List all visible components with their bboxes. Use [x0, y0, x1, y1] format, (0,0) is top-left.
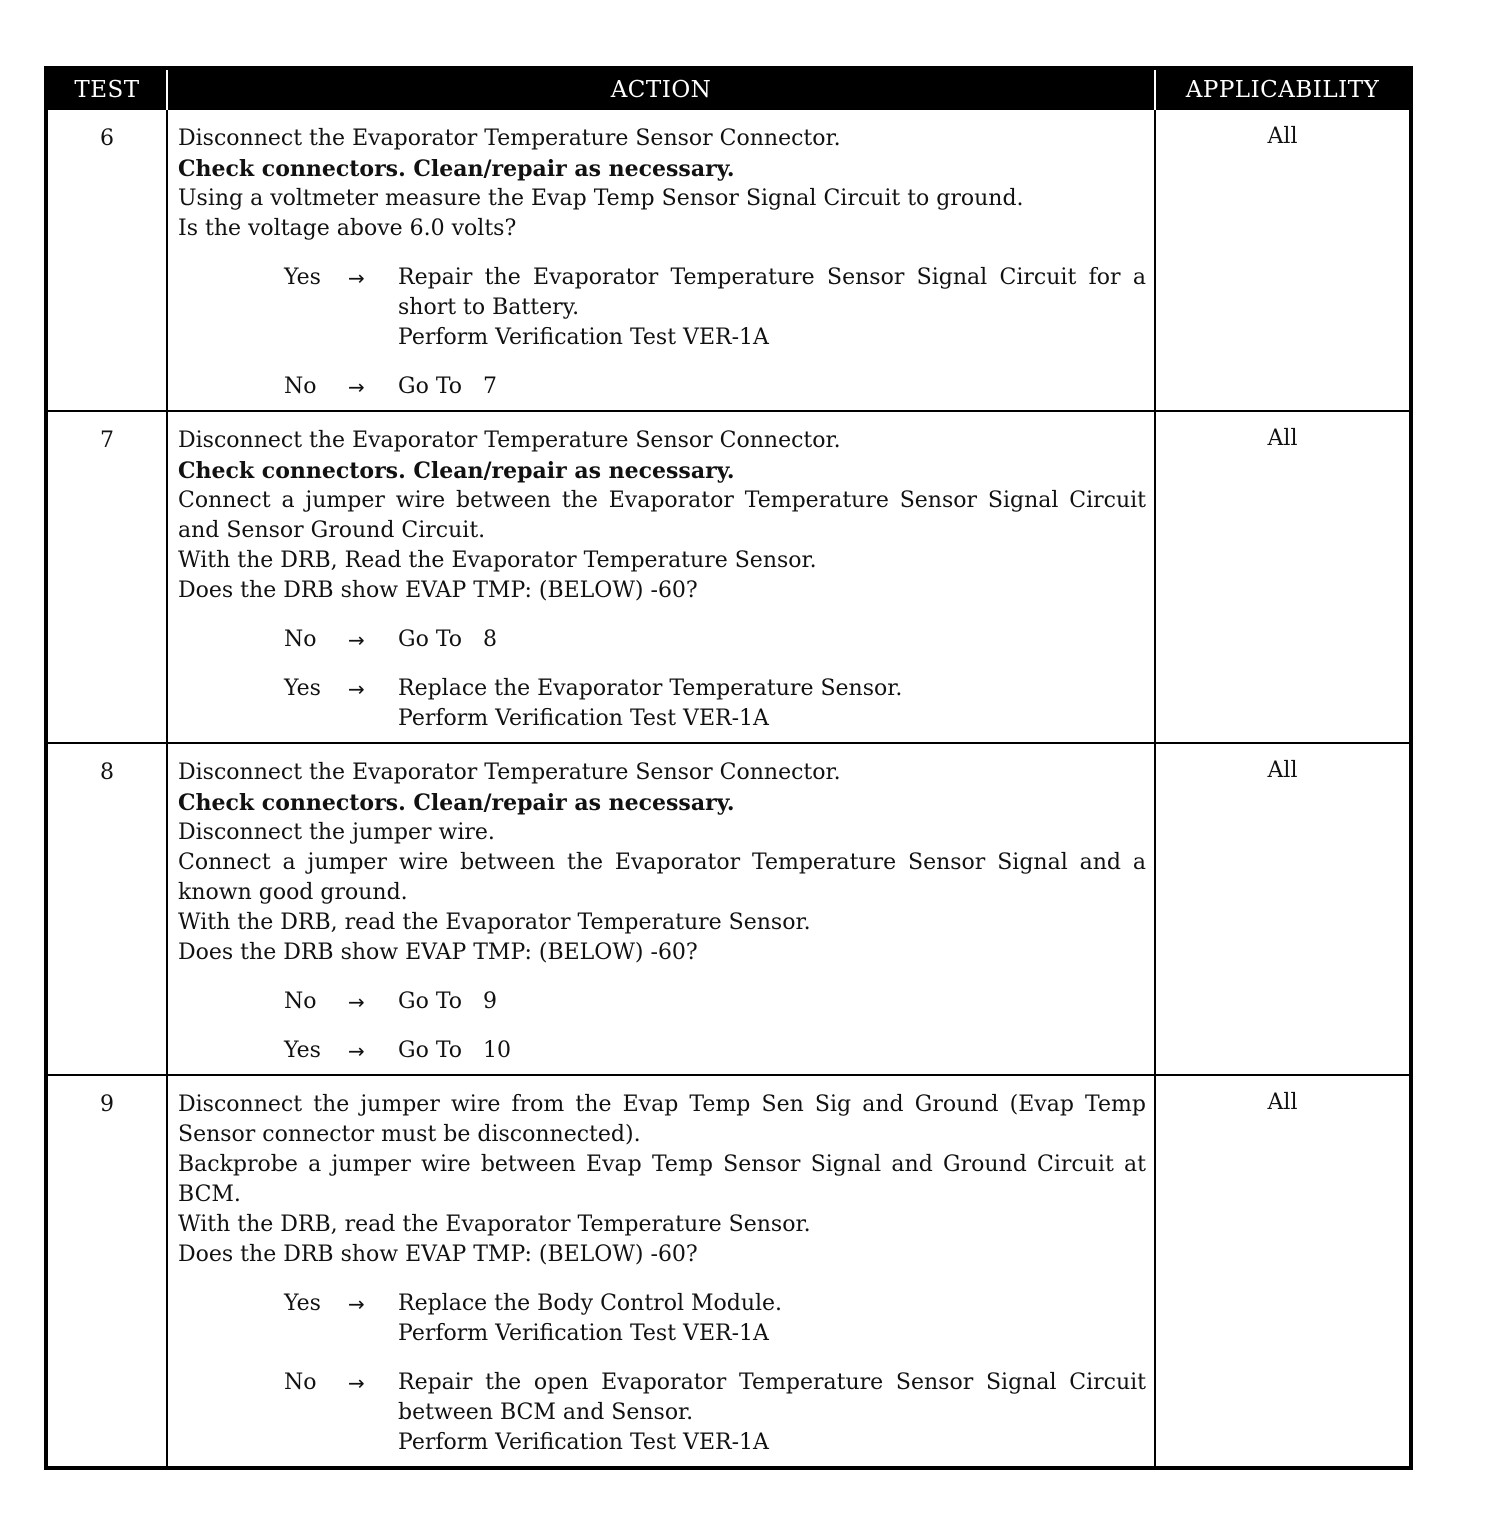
arrow-icon: →	[348, 375, 365, 399]
outcome-text	[398, 1289, 1146, 1349]
action-step: Backprobe a jumper wire between Evap Temp Sensor Signal and Ground Circuit at	[178, 1152, 1146, 1177]
action-step: Using a voltmeter measure the Evap Temp Sensor Signal Circuit to ground.	[178, 186, 1024, 211]
test-number: 6	[100, 126, 114, 151]
outcome-text	[398, 674, 1146, 734]
action-question: Is the voltage above 6.0 volts?	[178, 216, 517, 241]
test-number: 7	[46, 411, 167, 743]
action-question: Does the DRB show EVAP TMP: (BELOW) -60?	[178, 940, 698, 965]
outcome-label: Yes	[284, 676, 321, 701]
test-number: 9	[46, 1075, 167, 1468]
header-test: TEST	[46, 68, 167, 110]
outcome-line: Go To 8	[398, 627, 497, 652]
outcome-no	[178, 625, 1146, 655]
action-step: Sensor connector must be disconnected).	[178, 1122, 641, 1147]
action-step: With the DRB, Read the Evaporator Temperature Sensor.	[178, 548, 817, 573]
outcome-no	[178, 987, 1146, 1017]
action-step: known good ground.	[178, 880, 408, 905]
outcome-text	[398, 372, 1146, 402]
action-step-emphasis: Check connectors. Clean/repair as necessary.	[178, 790, 735, 816]
action-step: Disconnect the Evaporator Temperature Sensor Connector.	[178, 428, 841, 453]
applicability-cell: All	[1155, 411, 1411, 743]
applicability-cell: All	[1155, 110, 1411, 411]
arrow-icon: →	[348, 677, 365, 701]
table-header	[46, 68, 1411, 110]
outcome-text	[398, 1036, 1146, 1066]
test-number: 8	[46, 743, 167, 1075]
header-applicability: APPLICABILITY	[1155, 68, 1411, 110]
outcome-line: Perform Verification Test VER-1A	[398, 325, 769, 350]
outcome-text	[398, 625, 1146, 655]
table-row-test-7	[46, 411, 1411, 743]
outcome-yes	[178, 674, 1146, 734]
outcome-line: short to Battery.	[398, 295, 580, 320]
diagnostic-test-table	[44, 66, 1413, 1470]
outcome-label: Yes	[284, 265, 321, 290]
outcome-yes	[178, 1289, 1146, 1349]
outcome-line: Replace the Evaporator Temperature Sensor.	[398, 676, 903, 701]
arrow-icon: →	[348, 1371, 365, 1395]
arrow-icon: →	[348, 1039, 365, 1063]
arrow-icon: →	[348, 266, 365, 290]
table-row-test-6	[46, 110, 1411, 411]
outcome-label: Yes	[284, 1038, 321, 1063]
outcome-line: between BCM and Sensor.	[398, 1400, 694, 1425]
outcome-label: No	[284, 627, 317, 652]
action-step: Disconnect the jumper wire from the Evap Temp Sen Sig and Ground (Evap Temp	[178, 1092, 1146, 1117]
outcome-no	[178, 1368, 1146, 1458]
action-step: Disconnect the jumper wire.	[178, 820, 495, 845]
outcome-line: Perform Verification Test VER-1A	[398, 706, 769, 731]
outcome-line: Perform Verification Test VER-1A	[398, 1430, 769, 1455]
action-question: Does the DRB show EVAP TMP: (BELOW) -60?	[178, 578, 698, 603]
action-step: With the DRB, read the Evaporator Temperature Sensor.	[178, 910, 811, 935]
action-step: and Sensor Ground Circuit.	[178, 518, 486, 543]
action-step: Disconnect the Evaporator Temperature Sensor Connector.	[178, 126, 841, 151]
outcome-line: Replace the Body Control Module.	[398, 1291, 783, 1316]
applicability-cell: All	[1155, 743, 1411, 1075]
arrow-icon: →	[348, 990, 365, 1014]
action-step-emphasis: Check connectors. Clean/repair as necessary.	[178, 458, 735, 484]
outcome-label: Yes	[284, 1291, 321, 1316]
table-row-test-8	[46, 743, 1411, 1075]
action-step-emphasis: Check connectors. Clean/repair as necessary.	[178, 156, 735, 182]
outcome-text	[398, 263, 1146, 353]
outcome-line: Go To 9	[398, 989, 497, 1014]
action-step: Connect a jumper wire between the Evaporator Temperature Sensor Signal and a	[178, 850, 1146, 875]
action-cell	[167, 1075, 1155, 1468]
action-step: BCM.	[178, 1182, 241, 1207]
action-step: With the DRB, read the Evaporator Temperature Sensor.	[178, 1212, 811, 1237]
arrow-icon: →	[348, 628, 365, 652]
outcome-yes	[178, 263, 1146, 353]
outcome-label: No	[284, 989, 317, 1014]
outcome-text	[398, 987, 1146, 1017]
action-cell	[167, 411, 1155, 743]
action-cell	[167, 743, 1155, 1075]
action-cell	[167, 110, 1155, 411]
outcome-label: No	[284, 1370, 317, 1395]
outcome-line: Perform Verification Test VER-1A	[398, 1321, 769, 1346]
outcome-line: Repair the Evaporator Temperature Sensor Signal Circuit for a	[398, 265, 1146, 290]
outcome-line: Go To 7	[398, 374, 497, 399]
header-row	[46, 68, 1411, 110]
table-row-test-9	[46, 1075, 1411, 1468]
outcome-line: Go To 10	[398, 1038, 511, 1063]
outcome-line: Repair the open Evaporator Temperature Sensor Signal Circuit	[398, 1370, 1146, 1395]
action-question: Does the DRB show EVAP TMP: (BELOW) -60?	[178, 1242, 698, 1267]
outcome-label: No	[284, 374, 317, 399]
header-action: ACTION	[167, 68, 1155, 110]
action-step: Disconnect the Evaporator Temperature Sensor Connector.	[178, 760, 841, 785]
action-step: Connect a jumper wire between the Evaporator Temperature Sensor Signal Circuit	[178, 488, 1146, 513]
applicability-cell: All	[1155, 1075, 1411, 1468]
outcome-yes	[178, 1036, 1146, 1066]
outcome-text	[398, 1368, 1146, 1458]
table-body	[46, 110, 1411, 1468]
outcome-no	[178, 372, 1146, 402]
arrow-icon: →	[348, 1292, 365, 1316]
